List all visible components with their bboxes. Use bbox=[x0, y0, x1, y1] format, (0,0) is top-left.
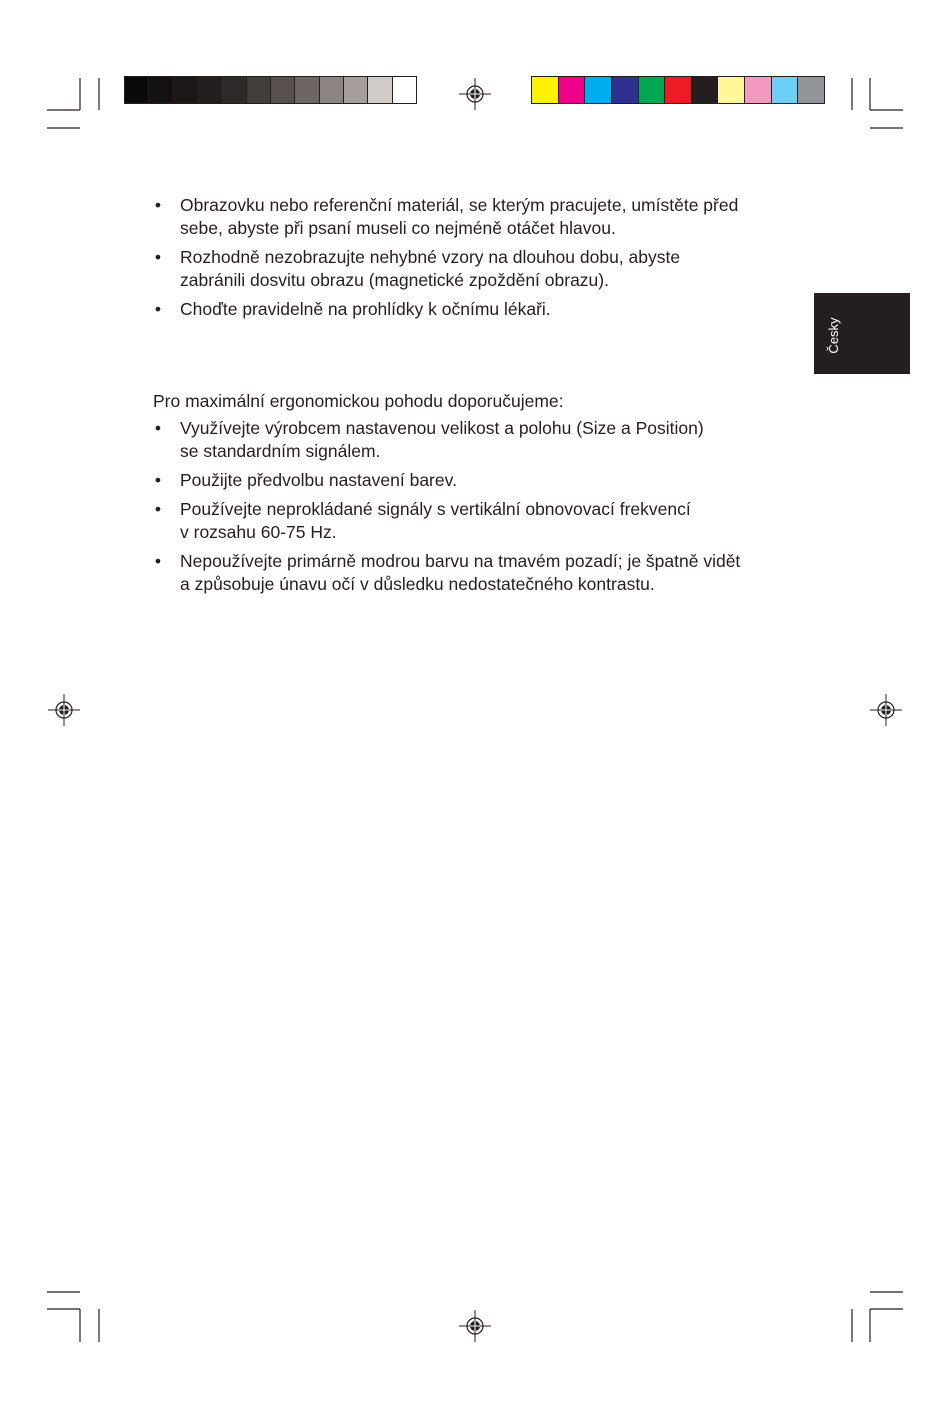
color-swatch bbox=[149, 77, 173, 103]
color-swatch bbox=[368, 77, 392, 103]
language-tab bbox=[814, 293, 910, 374]
bullet-list bbox=[150, 194, 800, 321]
color-swatch bbox=[772, 77, 799, 103]
color-swatch bbox=[344, 77, 368, 103]
color-swatch bbox=[198, 77, 222, 103]
color-swatch bbox=[271, 77, 295, 103]
list-item-text-line: Použijte předvolbu nastavení barev. bbox=[180, 470, 457, 490]
color-swatch bbox=[393, 77, 416, 103]
list-item-text-line: Obrazovku nebo referenční materiál, se kterým pracujete, umístěte před bbox=[180, 195, 739, 215]
list-item bbox=[150, 498, 800, 544]
crop-mark-top-left bbox=[47, 78, 99, 128]
color-swatch bbox=[222, 77, 246, 103]
list-item-text-line: Nepoužívejte primárně modrou barvu na tmavém pozadí; je špatně vidět bbox=[180, 551, 741, 571]
color-swatch bbox=[295, 77, 319, 103]
bullet-marker: • bbox=[154, 247, 162, 267]
color-swatch bbox=[532, 77, 559, 103]
list-item bbox=[150, 194, 800, 240]
color-swatch bbox=[125, 77, 149, 103]
color-swatch bbox=[559, 77, 586, 103]
color-swatch bbox=[585, 77, 612, 103]
list-item bbox=[150, 298, 800, 321]
section-ergonomics bbox=[150, 390, 800, 602]
list-item-text-line: zabránili dosvitu obrazu (magnetické zpoždění obrazu). bbox=[180, 270, 609, 290]
list-item bbox=[150, 246, 800, 292]
list-item bbox=[150, 469, 800, 492]
registration-target-top-icon bbox=[459, 78, 491, 110]
list-item-text-line: Využívejte výrobcem nastavenou velikost a polohu (Size a Position) bbox=[180, 418, 704, 438]
crop-mark-top-right bbox=[852, 78, 903, 128]
list-item bbox=[150, 550, 800, 596]
registration-target-left-icon bbox=[48, 694, 80, 726]
intro-text: Pro maximální ergonomickou pohodu doporučujeme: bbox=[153, 391, 564, 411]
color-swatch bbox=[798, 77, 824, 103]
bullet-marker: • bbox=[154, 299, 162, 319]
list-item-text-line: Používejte neprokládané signály s vertikální obnovovací frekvencí bbox=[180, 499, 691, 519]
bullet-marker: • bbox=[154, 499, 162, 519]
bullet-marker: • bbox=[154, 551, 162, 571]
section-eye-care bbox=[150, 194, 800, 327]
list-item-text-line: a způsobuje únavu očí v důsledku nedostatečného kontrastu. bbox=[180, 574, 655, 594]
color-swatch bbox=[247, 77, 271, 103]
registration-target-bottom-icon bbox=[459, 1310, 491, 1342]
color-swatch bbox=[320, 77, 344, 103]
color-swatch bbox=[174, 77, 198, 103]
list-item-text-line: sebe, abyste při psaní museli co nejméně otáčet hlavou. bbox=[180, 218, 616, 238]
color-swatch bbox=[692, 77, 719, 103]
crop-mark-bottom-left bbox=[47, 1292, 99, 1342]
list-item-text-line: v rozsahu 60-75 Hz. bbox=[180, 522, 337, 542]
grayscale-calibration-bar bbox=[124, 76, 417, 104]
bullet-marker: • bbox=[154, 470, 162, 490]
language-tab-label: Česky bbox=[826, 317, 841, 354]
color-swatch bbox=[612, 77, 639, 103]
list-item-text-line: se standardním signálem. bbox=[180, 441, 381, 461]
color-swatch bbox=[718, 77, 745, 103]
list-item-text-line: Rozhodně nezobrazujte nehybné vzory na dlouhou dobu, abyste bbox=[180, 247, 681, 267]
color-swatch bbox=[745, 77, 772, 103]
registration-target-right-icon bbox=[870, 694, 902, 726]
crop-mark-bottom-right bbox=[852, 1292, 903, 1342]
bullet-list bbox=[150, 417, 800, 596]
color-swatch bbox=[665, 77, 692, 103]
bullet-marker: • bbox=[154, 195, 162, 215]
list-item bbox=[150, 417, 800, 463]
bullet-marker: • bbox=[154, 418, 162, 438]
list-item-text-line: Choďte pravidelně na prohlídky k očnímu lékaři. bbox=[180, 299, 551, 319]
color-swatch bbox=[639, 77, 666, 103]
color-calibration-bar bbox=[531, 76, 825, 104]
